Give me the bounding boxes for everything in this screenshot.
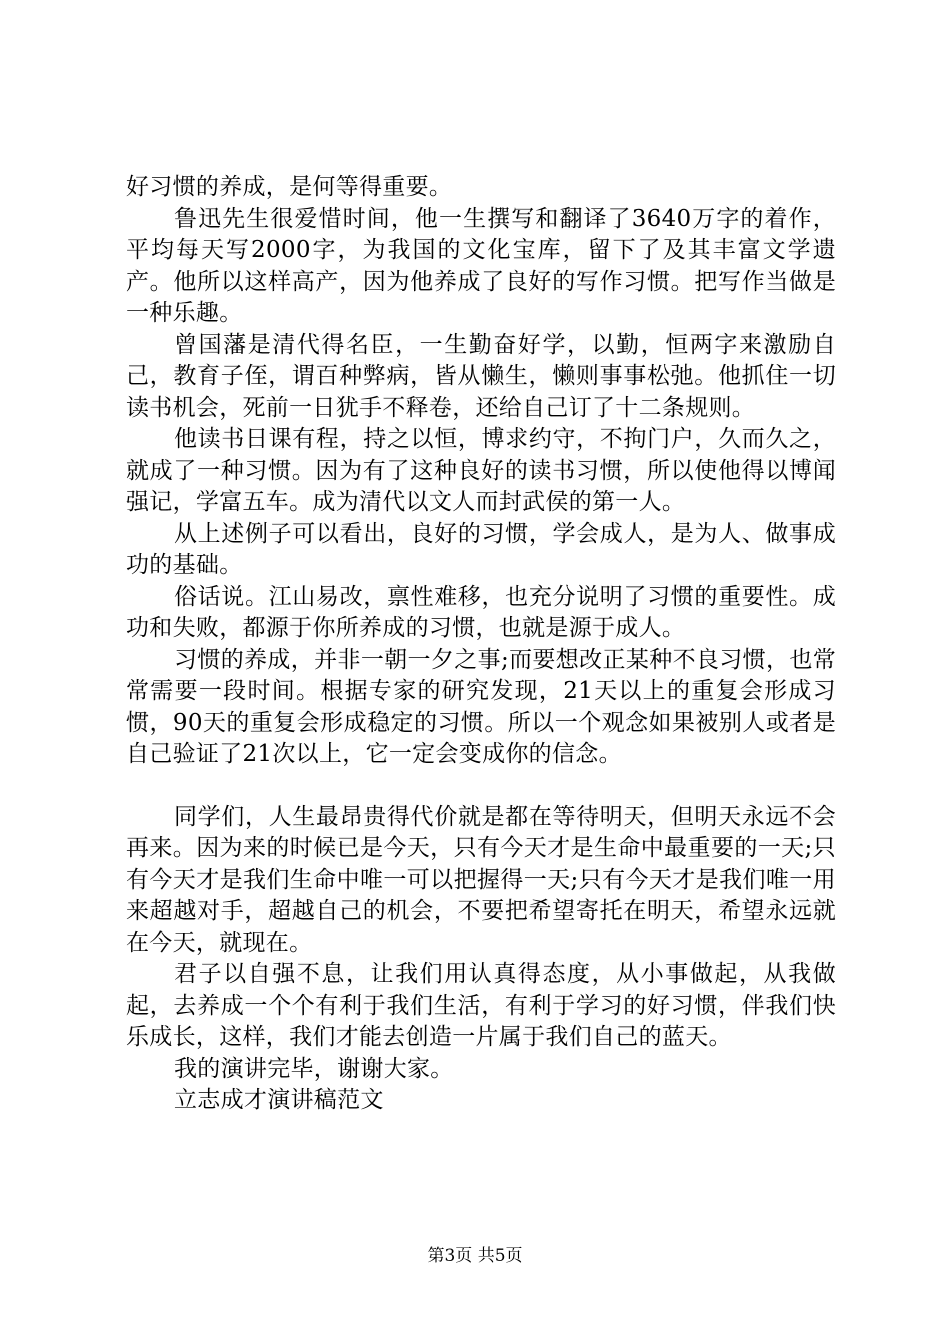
paragraph-self-improvement: 君子以自强不息，让我们用认真得态度，从小事做起，从我做起，去养成一个个有利于我们生活，有利于学习的好习惯，伴我们快乐成长，这样，我们才能去创造一片属于我们自己的蓝天。: [126, 961, 836, 1050]
paragraph-spacer: [126, 771, 836, 802]
paragraph-habit-formation: 习惯的养成，并非一朝一夕之事;而要想改正某种不良习惯，也常常需要一段时间。根据专家的研究发现，21天以上的重复会形成习惯，90天的重复会形成稳定的习惯。所以一个观念如果被别人或者是自己验证了21次以上，它一定会变成你的信念。: [126, 646, 836, 767]
page-number-footer: 第3页 共5页: [427, 1246, 523, 1266]
document-body: [126, 172, 836, 1117]
paragraph-classmates: 同学们，人生最昂贵得代价就是都在等待明天，但明天永远不会再来。因为来的时候已是今天，只有今天才是生命中最重要的一天;只有今天才是我们生命中唯一可以把握得一天;只有今天才是我们唯一用来超越对手，超越自己的机会，不要把希望寄托在明天，希望永远就在今天，就现在。: [126, 803, 836, 956]
paragraph-proverb: 俗话说。江山易改，禀性难移，也充分说明了习惯的重要性。成功和失败，都源于你所养成的习惯，也就是源于成人。: [126, 583, 836, 641]
paragraph-zeng-guofan: 曾国藩是清代得名臣，一生勤奋好学，以勤，恒两字来激励自己，教育子侄，谓百种弊病，皆从懒生，懒则事事松弛。他抓住一切读书机会，死前一日犹手不释卷，还给自己订了十二条规则。: [126, 331, 836, 421]
paragraph-reading-habit: 他读书日课有程，持之以恒，博求约守，不拘门户，久而久之，就成了一种习惯。因为有了这种良好的读书习惯，所以使他得以博闻强记，学富五车。成为清代以文人而封武侯的第一人。: [126, 426, 836, 515]
paragraph-closing: 我的演讲完毕，谢谢大家。: [174, 1055, 454, 1082]
paragraph-examples-summary: 从上述例子可以看出，良好的习惯，学会成人，是为人、做事成功的基础。: [126, 520, 836, 578]
paragraph-intro-conclusion: 好习惯的养成，是何等得重要。: [126, 174, 453, 200]
paragraph-lu-xun: 鲁迅先生很爱惜时间，他一生撰写和翻译了3640万字的着作，平均每天写2000字，为我国的文化宝库，留下了及其丰富文学遗产。他所以这样高产，因为他养成了良好的写作习惯。把写作当做是一种乐趣。: [126, 205, 836, 326]
paragraph-next-title: 立志成才演讲稿范文: [174, 1087, 384, 1113]
